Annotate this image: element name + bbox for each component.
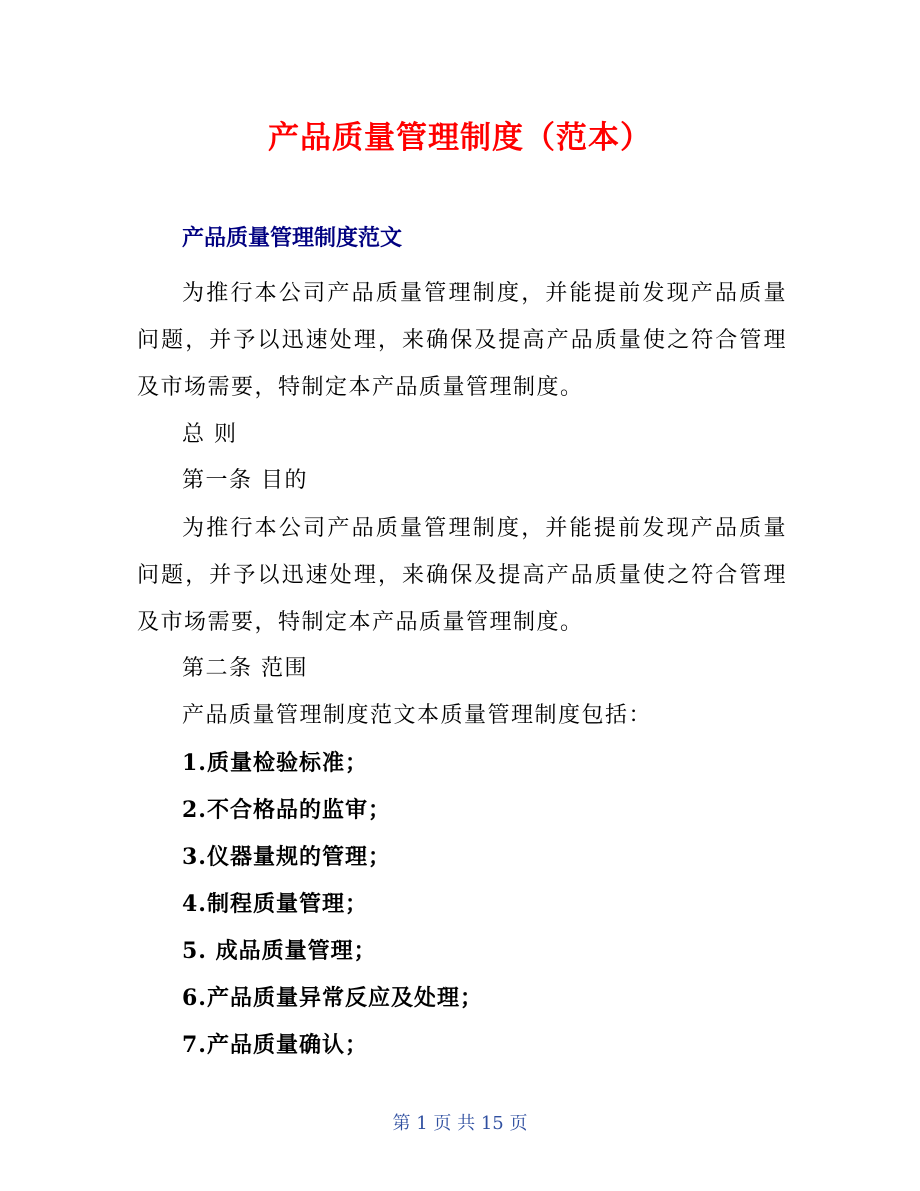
document-title: 产品质量管理制度（范本）: [268, 120, 652, 156]
list-item: 6.产品质量异常反应及处理；: [182, 985, 483, 1011]
document-subtitle: 产品质量管理制度范文: [182, 226, 403, 251]
intro-paragraph: 为推行本公司产品质量管理制度，并能提前发现产品质量问题，并予以迅速处理，来确保及提高产品质量使之符合管理及市场需要，特制定本产品质量管理制度。: [137, 281, 787, 400]
article-2-intro: 产品质量管理制度范文本质量管理制度包括：: [182, 703, 653, 728]
article-2-heading: 第二条 范围: [182, 656, 308, 681]
list-item: 5. 成品质量管理；: [182, 938, 377, 964]
article-1-paragraph: 为推行本公司产品质量管理制度，并能提前发现产品质量问题，并予以迅速处理，来确保及提高产品质量使之符合管理及市场需要，特制定本产品质量管理制度。: [137, 516, 787, 635]
list-item: 7.产品质量确认；: [182, 1032, 368, 1058]
page-number-footer: 第 1 页 共 15 页: [392, 1113, 528, 1134]
list-item: 2.不合格品的监审；: [182, 797, 391, 823]
list-item: 4.制程质量管理；: [182, 891, 368, 917]
article-1-heading: 第一条 目的: [182, 468, 308, 493]
section-heading: 总 则: [182, 422, 238, 447]
list-item: 1.质量检验标准；: [182, 750, 368, 776]
list-item: 3.仪器量规的管理；: [182, 844, 391, 870]
